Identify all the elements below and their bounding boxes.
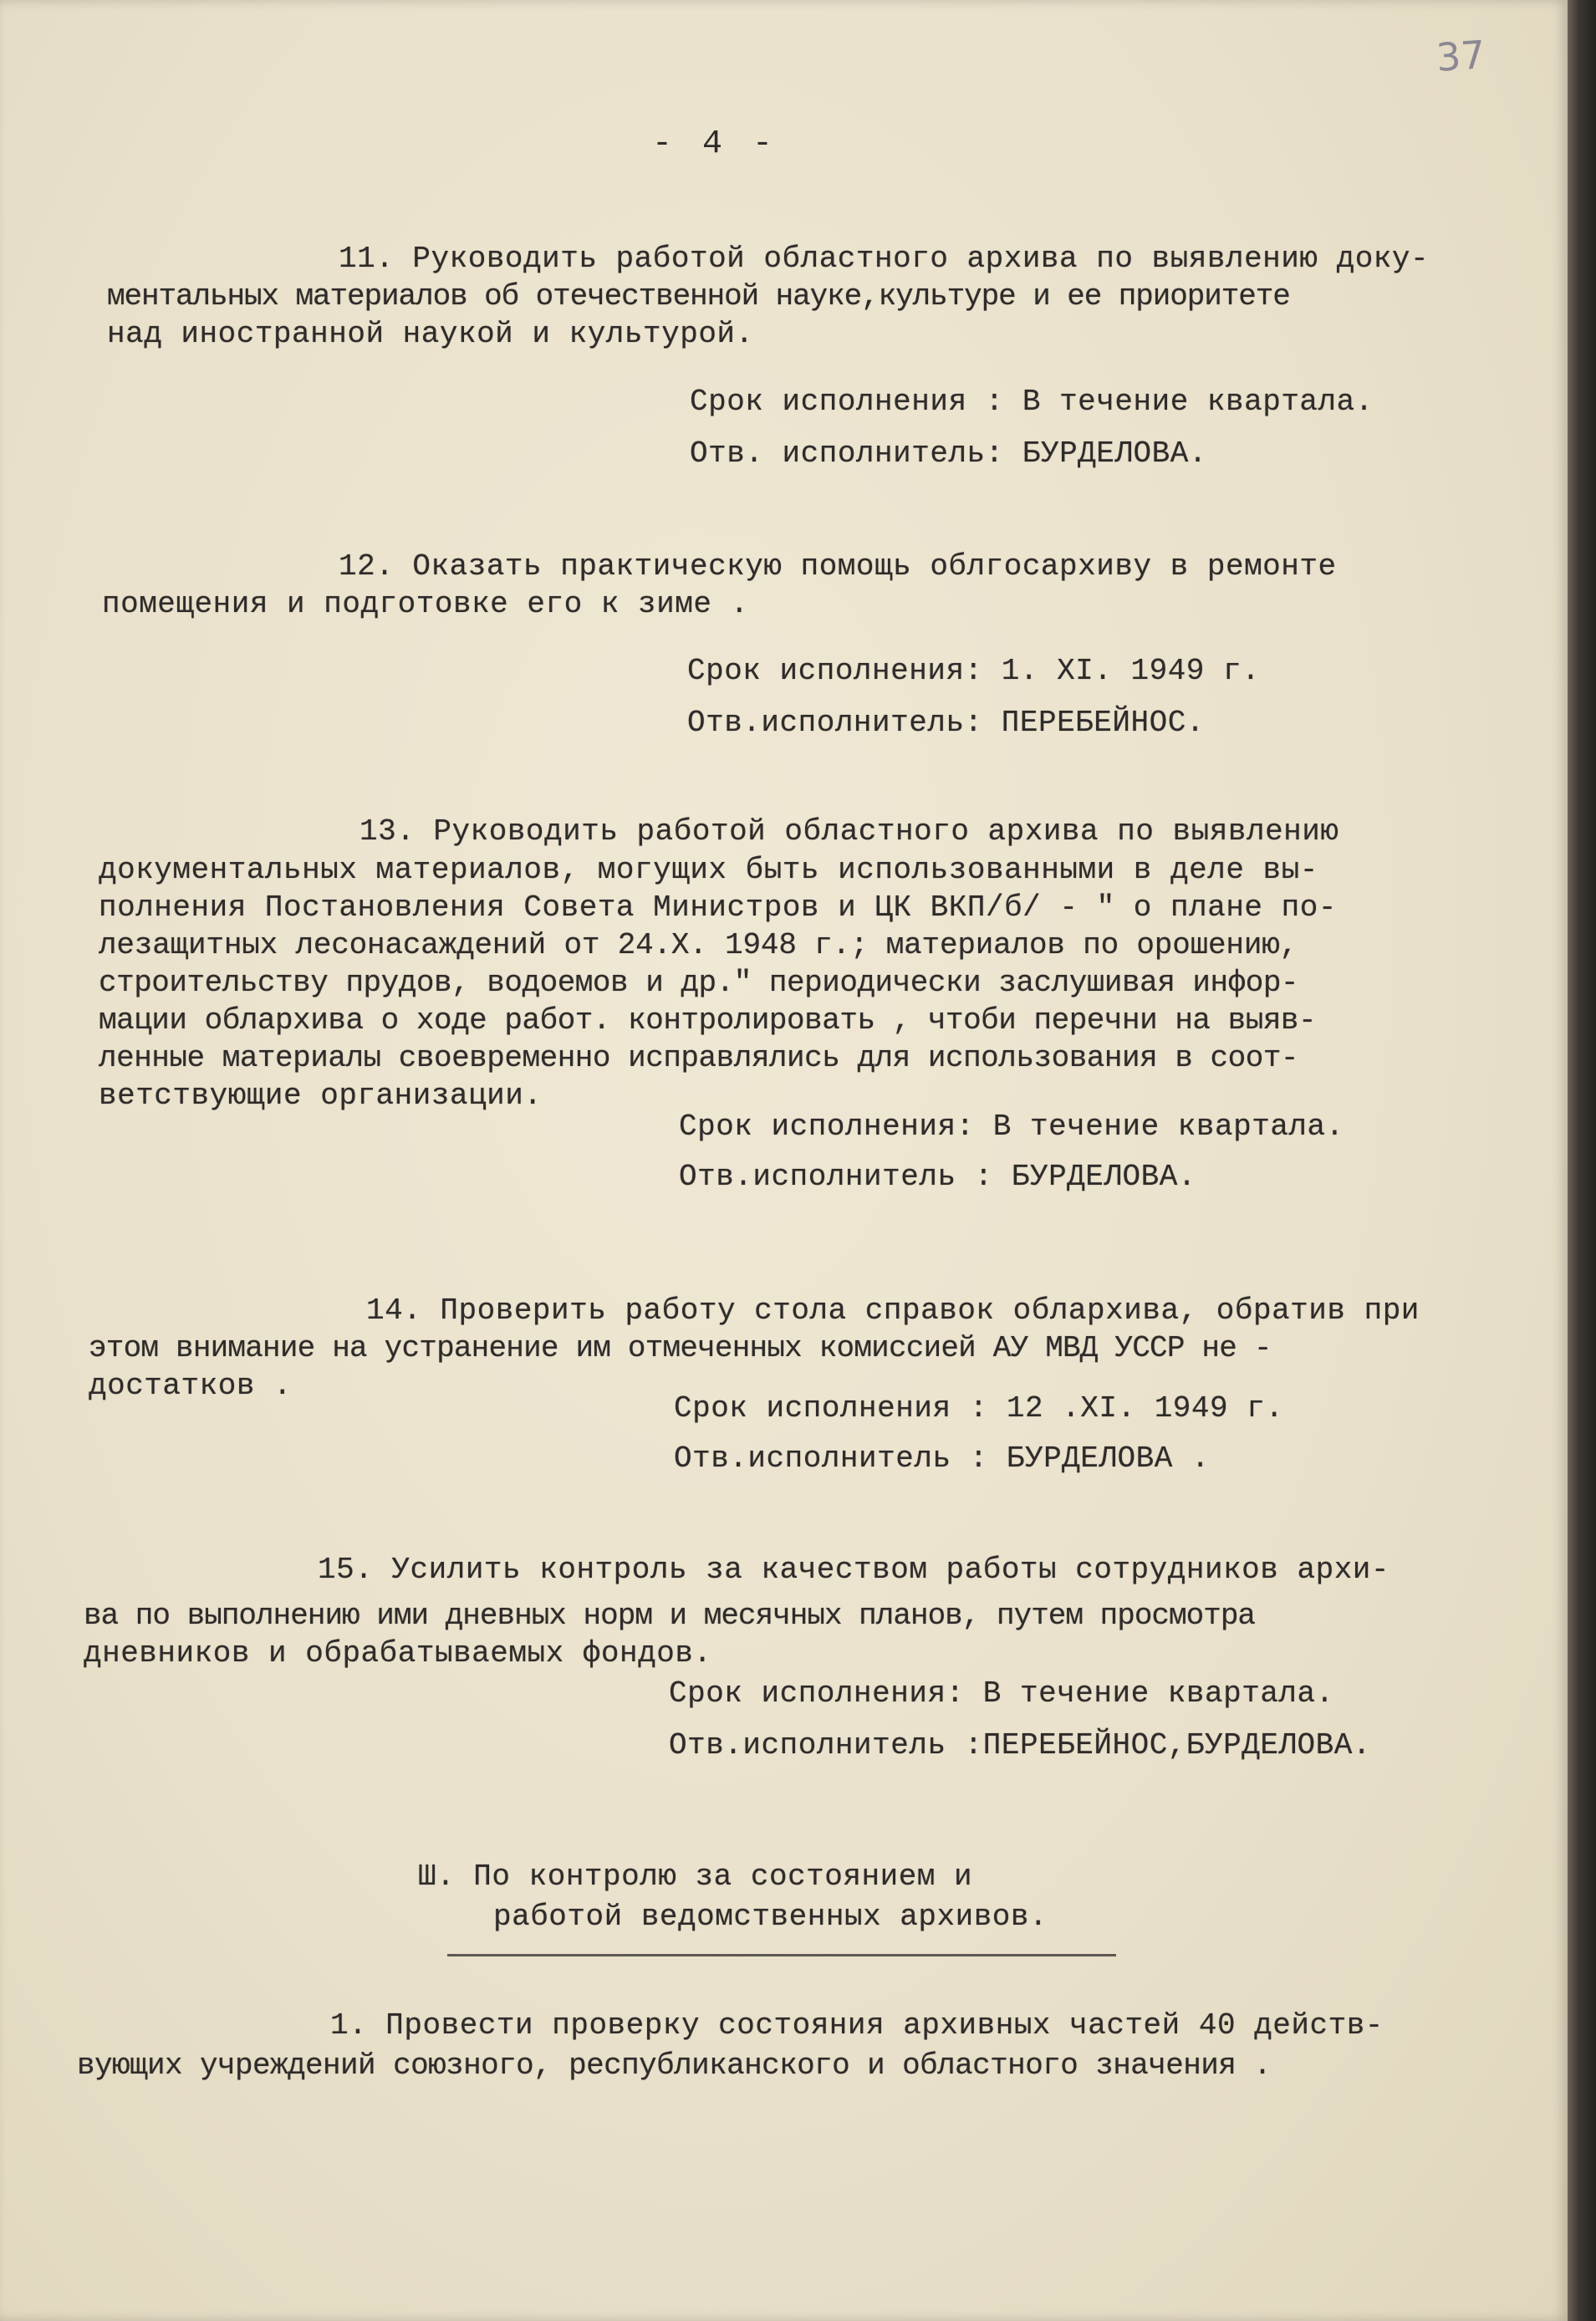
item-13-line-7: ленные материалы своевременно исправлялись для использования в соот- [99, 1041, 1299, 1075]
item-15-deadline: Срок исполнения: В течение квартала. [669, 1676, 1334, 1711]
section-item-line-2: вующих учреждений союзного, республиканского и областного значения . [77, 2048, 1272, 2083]
item-11-line-2: ментальных материалов об отечественной науке,культуре и ее приоритете [107, 279, 1290, 314]
item-15-line-3: дневников и обрабатываемых фондов. [84, 1636, 712, 1671]
item-13-line-4: лезащитных лесонасаждений от 24.X. 1948 г.; материалов по орошению, [99, 928, 1298, 962]
folio-number: 37 [1435, 32, 1487, 80]
item-13-line-2: документальных материалов, могущих быть использованными в деле вы- [99, 853, 1318, 887]
item-14-responsible: Отв.исполнитель : БУРДЕЛОВА . [674, 1441, 1211, 1476]
page-number: - 4 - [652, 125, 778, 163]
section-heading-line-2: работой ведомственных архивов. [493, 1900, 1048, 1934]
section-heading-line-1: Ш. По контролю за состоянием и [418, 1859, 973, 1894]
item-11-line-1: 11. Руководить работой областного архива по выявлению доку- [339, 242, 1430, 276]
item-15-responsible: Отв.исполнитель :ПЕРЕБЕЙНОС,БУРДЕЛОВА. [669, 1728, 1371, 1762]
item-13-deadline: Срок исполнения: В течение квартала. [679, 1109, 1344, 1144]
item-12-responsible: Отв.исполнитель: ПЕРЕБЕЙНОС. [687, 706, 1205, 740]
item-14-line-2: этом внимание на устранение им отмеченных комиссией АУ МВД УССР не - [89, 1331, 1272, 1365]
item-13-line-1: 13. Руководить работой областного архива по выявлению [359, 814, 1339, 849]
item-11-line-3: над иностранной наукой и культурой. [107, 317, 754, 351]
item-13-line-6: мации облархива о ходе работ. контролировать , чтоби перечни на выяв- [99, 1003, 1317, 1038]
item-12-line-2: помещения и подготовке его к зиме . [102, 587, 749, 621]
item-13-line-8: ветствующие организации. [99, 1079, 543, 1113]
item-15-line-2: ва по выполнению ими дневных норм и месячных планов, путем просмотра [84, 1599, 1256, 1633]
item-11-deadline: Срок исполнения : В течение квартала. [690, 385, 1374, 419]
item-12-line-1: 12. Оказать практическую помощь облгосархиву в ремонте [339, 549, 1337, 584]
item-13-responsible: Отв.исполнитель : БУРДЕЛОВА. [679, 1160, 1196, 1194]
section-heading-underline [447, 1954, 1116, 1956]
section-item-line-1: 1. Провести проверку состояния архивных частей 40 действ- [330, 2008, 1384, 2043]
item-14-line-1: 14. Проверить работу стола справок облархива, обратив при [366, 1293, 1420, 1328]
item-13-line-3: полнения Постановления Совета Министров и ЦК ВКП/б/ - " о плане по- [99, 890, 1337, 925]
item-13-line-5: строительству прудов, водоемов и др." периодически заслушивая инфор- [99, 966, 1299, 1000]
item-14-deadline: Срок исполнения : 12 .XI. 1949 г. [674, 1391, 1284, 1426]
item-12-deadline: Срок исполнения: 1. XI. 1949 г. [687, 654, 1261, 688]
item-14-line-3: достатков . [89, 1369, 293, 1403]
item-15-line-1: 15. Усилить контроль за качеством работы сотрудников архи- [318, 1553, 1390, 1587]
item-11-responsible: Отв. исполнитель: БУРДЕЛОВА. [690, 436, 1207, 471]
page-edge-shadow [1568, 0, 1596, 2321]
